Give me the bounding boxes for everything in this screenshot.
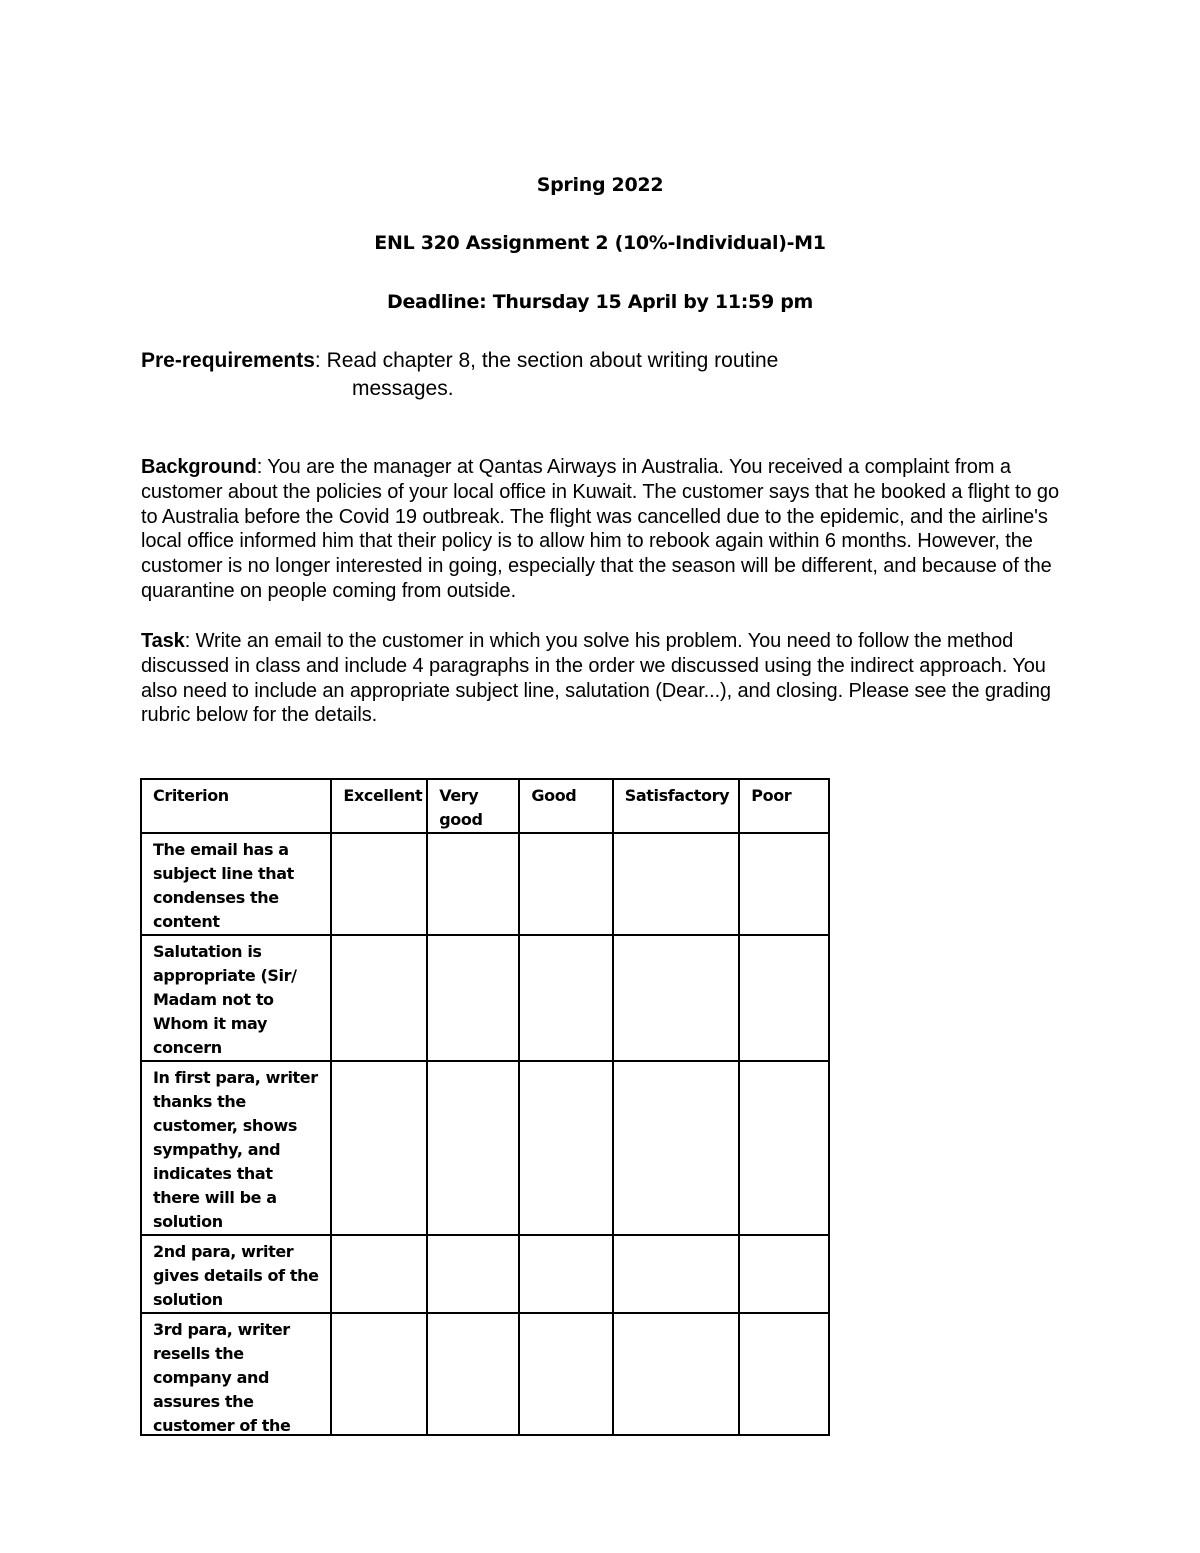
score-cell-satisfactory <box>613 1061 740 1235</box>
criterion-cell: 2nd para, writer gives details of the solution <box>141 1235 331 1313</box>
header-satisfactory: Satisfactory <box>613 779 740 833</box>
score-cell-poor <box>739 1235 829 1313</box>
score-cell-good <box>519 935 612 1061</box>
score-cell-excellent <box>331 1235 427 1313</box>
background-paragraph <box>141 455 1071 604</box>
criterion-cell: The email has a subject line that condenses the content <box>141 833 331 935</box>
score-cell-poor <box>739 833 829 935</box>
header-excellent: Excellent <box>331 779 427 833</box>
prerequirements-label: Pre-requirements <box>141 349 315 372</box>
term-heading: Spring 2022 <box>536 174 664 196</box>
background-text: : You are the manager at Qantas Airways in Australia. You received a complaint from a customer about the policies of your local office in Kuwait. The customer says that he booked a flight to go to Australia before the Covid 19 outbreak. The flight was cancelled due to the epidemic, and the airline's local office informed him that their policy is to allow him to rebook again within 6 months. However, the customer is no longer interested in going, especially that the season will be different, and because of the quarantine on people coming from outside. <box>141 456 1059 602</box>
score-cell-satisfactory <box>613 935 740 1061</box>
score-cell-poor <box>739 1061 829 1235</box>
task-text: : Write an email to the customer in which you solve his problem. You need to follow the method discussed in class and include 4 paragraphs in the order we discussed using the indirect approach. You also need to include an appropriate subject line, salutation (Dear...), and closing. Please see the grading rubric below for the details. <box>141 630 1051 727</box>
background-label: Background <box>141 456 257 478</box>
header-good: Good <box>519 779 612 833</box>
deadline-heading: Deadline: Thursday 15 April by 11:59 pm <box>386 291 814 313</box>
score-cell-poor <box>739 935 829 1061</box>
criterion-cell: In first para, writer thanks the customer, shows sympathy, and indicates that there will be a solution <box>141 1061 331 1235</box>
header-criterion: Criterion <box>141 779 331 833</box>
score-cell-good <box>519 1235 612 1313</box>
score-cell-satisfactory <box>613 1313 740 1435</box>
prerequirements-section <box>141 347 1041 403</box>
score-cell-excellent <box>331 833 427 935</box>
prerequirements-text: : Read chapter 8, the section about writing routine <box>314 349 779 372</box>
score-cell-good <box>519 1061 612 1235</box>
table-row <box>141 1061 829 1235</box>
score-cell-excellent <box>331 1313 427 1435</box>
task-paragraph <box>141 629 1071 728</box>
criterion-cell: Salutation is appropriate (Sir/ Madam not to Whom it may concern <box>141 935 331 1061</box>
score-cell-poor <box>739 1313 829 1435</box>
score-cell-good <box>519 1313 612 1435</box>
criterion-text: 3rd para, writer resells the company and assures the customer of the <box>153 1320 291 1434</box>
score-cell-very-good <box>427 1313 519 1435</box>
score-cell-excellent <box>331 935 427 1061</box>
score-cell-good <box>519 833 612 935</box>
table-row <box>141 833 829 935</box>
header-very-good: Very good <box>427 779 519 833</box>
task-label: Task <box>141 630 185 652</box>
assignment-title: ENL 320 Assignment 2 (10%-Individual)-M1 <box>374 232 826 254</box>
criterion-cell <box>141 1313 331 1435</box>
score-cell-satisfactory <box>613 1235 740 1313</box>
score-cell-very-good <box>427 1061 519 1235</box>
table-row <box>141 1313 829 1435</box>
score-cell-excellent <box>331 1061 427 1235</box>
grading-rubric-table <box>140 778 830 1436</box>
table-row <box>141 1235 829 1313</box>
rubric-header-row <box>141 779 829 833</box>
score-cell-very-good <box>427 1235 519 1313</box>
score-cell-satisfactory <box>613 833 740 935</box>
header-poor: Poor <box>739 779 829 833</box>
score-cell-very-good <box>427 935 519 1061</box>
prerequirements-continuation: messages. <box>352 377 454 400</box>
table-row <box>141 935 829 1061</box>
score-cell-very-good <box>427 833 519 935</box>
